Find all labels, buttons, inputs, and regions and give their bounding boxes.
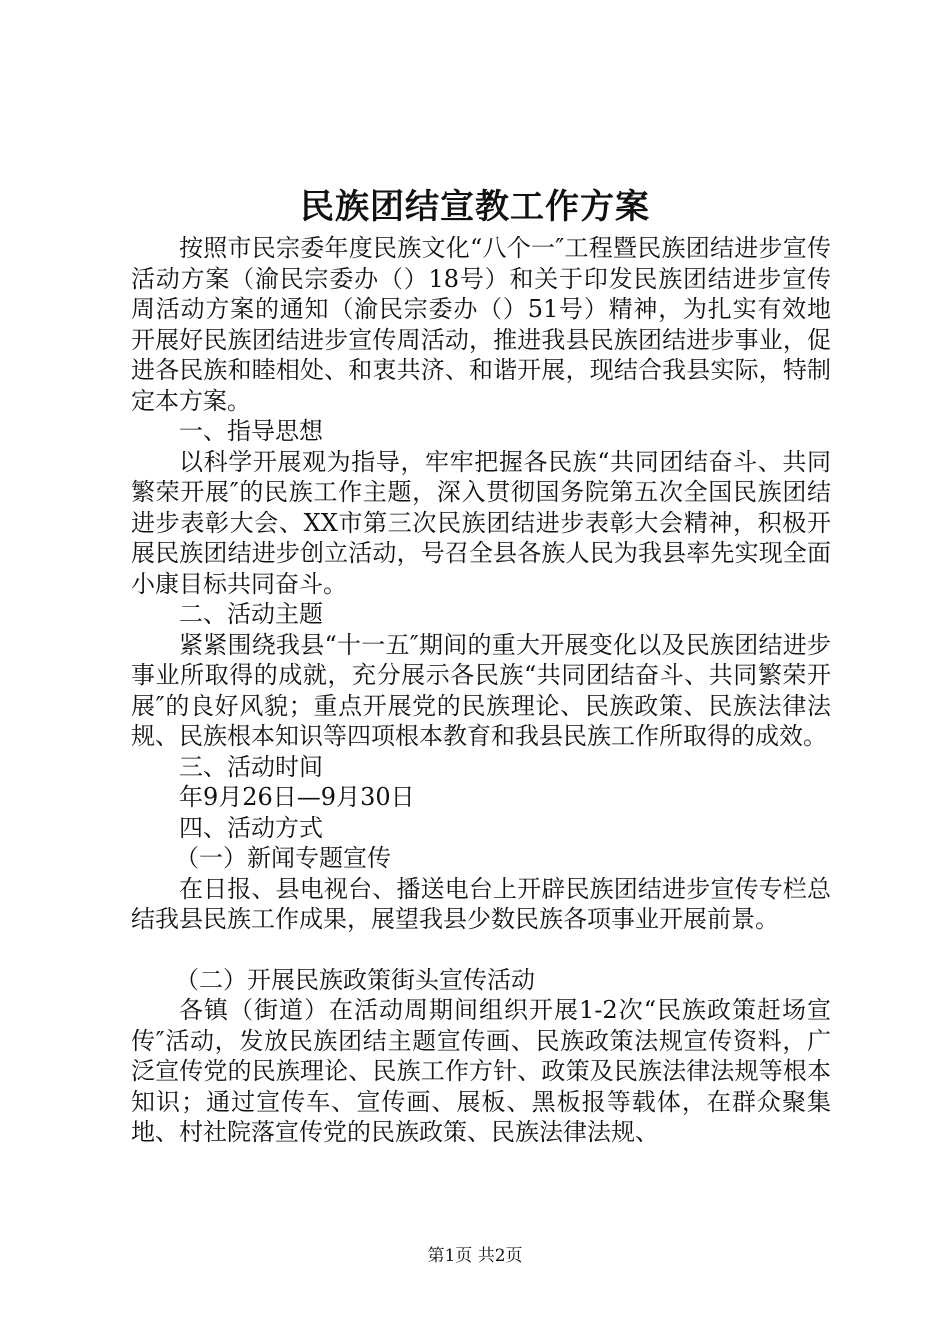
paragraph-gap bbox=[131, 935, 831, 965]
section-heading-guiding-thought: 一、指导思想 bbox=[179, 417, 323, 445]
subsection-heading-news: （一）新闻专题宣传 bbox=[175, 844, 391, 872]
activity-theme-paragraph: 紧紧围绕我县“十一五″期间的重大开展变化以及民族团结进步事业所取得的成就，充分展示各民族“共同团结奋斗、共同繁荣开展″的良好风貌；重点开展党的民族理论、民族政策、民族法律法规、民族根本知识等四项根本教育和我县民族工作所取得的成效。 bbox=[131, 630, 831, 750]
news-paragraph: 在日报、县电视台、播送电台上开辟民族团结进步宣传专栏总结我县民族工作成果，展望我县少数民族各项事业开展前景。 bbox=[131, 874, 831, 933]
activity-time-paragraph: 年9月26日—9月30日 bbox=[179, 783, 415, 811]
section-heading-activity-time: 三、活动时间 bbox=[179, 752, 323, 781]
page-footer: 第1页 共2页 bbox=[427, 1246, 523, 1266]
intro-paragraph: 按照市民宗委年度民族文化“八个一″工程暨民族团结进步宣传活动方案（渝民宗委办（）18号）和关于印发民族团结进步宣传周活动方案的通知（渝民宗委办（）51号）精神，为扎实有效地开展好民族团结进步宣传周活动，推进我县民族团结进步事业，促进各民族和睦相处、和衷共济、和谐开展，现结合我县实际，特制定本方案。 bbox=[131, 234, 831, 415]
section-heading-activity-methods: 四、活动方式 bbox=[179, 813, 323, 842]
subsection-heading-street-publicity: （二）开展民族政策街头宣传活动 bbox=[175, 965, 535, 994]
street-publicity-paragraph: 各镇（街道）在活动周期间组织开展1-2次“民族政策赶场宣传″活动，发放民族团结主题宣传画、民族政策法规宣传资料，广泛宣传党的民族理论、民族工作方针、政策及民族法律法规等根本知识；通过宣传车、宣传画、展板、黑板报等载体，在群众聚集地、村社院落宣传党的民族政策、民族法律法规、 bbox=[131, 996, 831, 1146]
document-title: 民族团结宣教工作方案 bbox=[300, 187, 650, 227]
guiding-thought-paragraph: 以科学开展观为指导，牢牢把握各民族“共同团结奋斗、共同繁荣开展″的民族工作主题，深入贯彻国务院第五次全国民族团结进步表彰大会、XX市第三次民族团结进步表彰大会精神，积极开展民族团结进步创立活动，号召全县各族人民为我县率先实现全面小康目标共同奋斗。 bbox=[131, 447, 831, 598]
document-body bbox=[131, 233, 831, 1148]
section-heading-activity-theme: 二、活动主题 bbox=[179, 600, 323, 628]
